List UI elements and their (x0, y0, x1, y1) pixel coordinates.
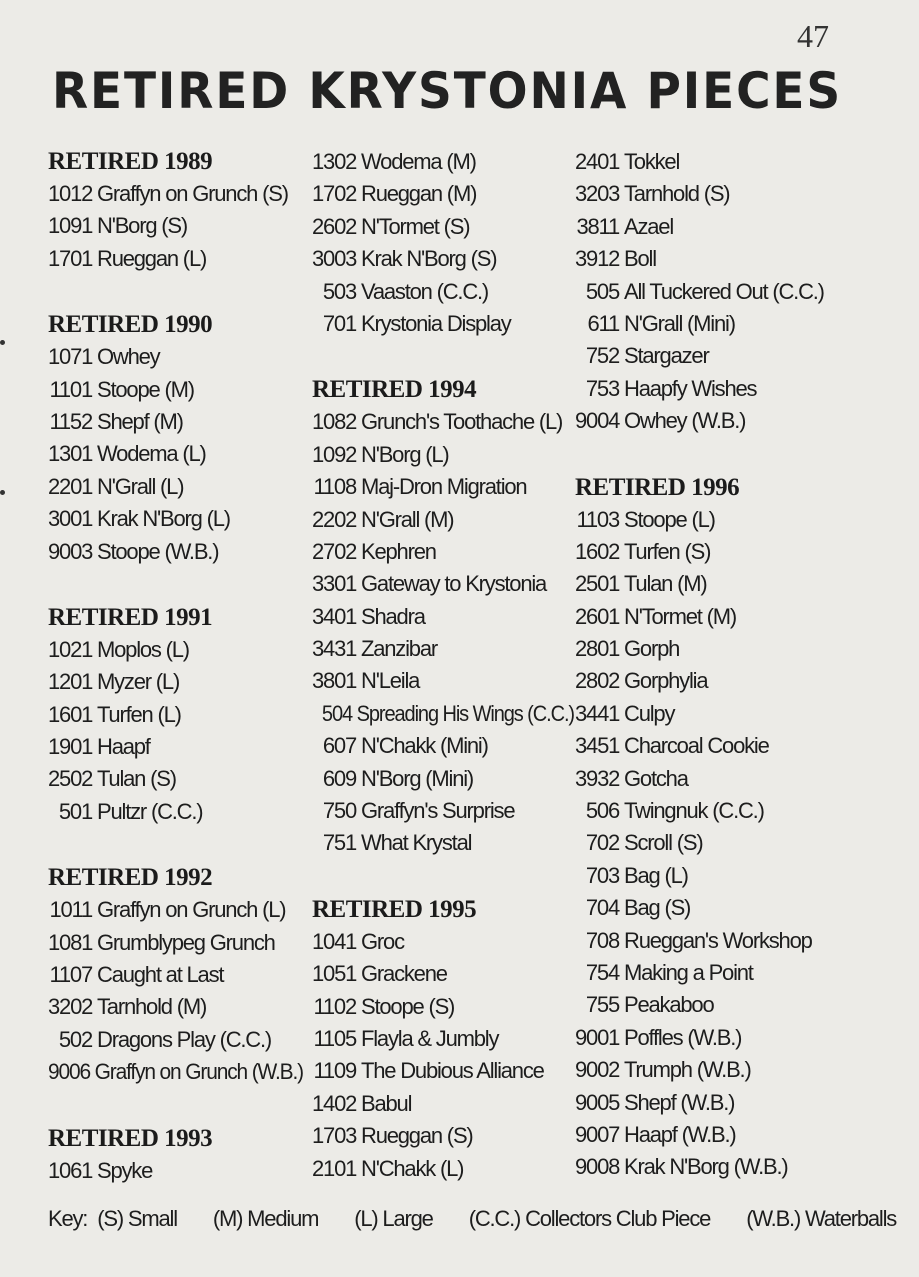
item-number: 1081 (48, 929, 93, 955)
item-number: 1082 (312, 409, 357, 435)
item-name: Trumph (W.B.) (624, 1057, 751, 1083)
item-name: Haapfy Wishes (624, 375, 757, 401)
list-item (48, 374, 303, 406)
item-number: 754 (585, 959, 619, 985)
section (48, 146, 303, 275)
item-number: 9005 (575, 1089, 620, 1115)
item-name: Culpy (624, 700, 675, 726)
item-name: Grumblypeg Grunch (97, 929, 275, 955)
margin-mark (0, 490, 5, 495)
section-heading: RETIRED 1990 (48, 311, 213, 339)
item-name: Grackene (361, 961, 447, 987)
list-item (48, 503, 303, 535)
list-item (48, 927, 303, 959)
item-name: Bag (L) (624, 862, 688, 888)
list-item (312, 178, 574, 210)
list-item (48, 763, 303, 795)
item-number: 2802 (575, 668, 620, 694)
item-name: Krak N'Borg (S) (361, 246, 497, 272)
list-item (575, 1054, 875, 1086)
list-item (312, 1120, 574, 1152)
item-number: 1012 (48, 181, 93, 206)
item-number: 1021 (48, 636, 93, 662)
key-item-small: (S) Small (97, 1206, 177, 1231)
item-number: 1103 (576, 506, 619, 532)
item-number: 1901 (48, 734, 93, 760)
item-number: 9007 (575, 1121, 620, 1147)
key-label: Key: (48, 1206, 88, 1231)
list-item (48, 731, 303, 763)
item-number: 505 (585, 278, 619, 304)
item-number: 1051 (312, 961, 357, 987)
section (312, 146, 574, 340)
list-item (575, 536, 875, 568)
item-number: 3431 (312, 636, 357, 662)
item-name: Haapf (97, 734, 150, 760)
item-name: N'Chakk (L) (361, 1155, 464, 1181)
item-number: 3912 (575, 246, 620, 272)
list-item (312, 276, 574, 308)
item-name: Spreading His Wings (C.C.) (356, 700, 574, 726)
item-number: 2501 (575, 571, 620, 597)
item-name: N'Borg (S) (97, 213, 187, 239)
section (312, 374, 574, 859)
item-name: N'Grall (M) (361, 506, 454, 532)
list-item (575, 601, 875, 633)
list-item (312, 730, 574, 762)
item-number: 3801 (312, 668, 357, 694)
item-name: All Tuckered Out (C.C.) (624, 278, 824, 304)
list-item (312, 633, 574, 665)
item-name: Owhey (97, 344, 160, 370)
item-number: 702 (585, 830, 619, 856)
item-number: 753 (585, 375, 619, 401)
section-heading: RETIRED 1992 (48, 864, 213, 892)
section-heading: RETIRED 1994 (312, 376, 477, 404)
item-number: 611 (587, 310, 619, 336)
item-name: Charcoal Cookie (624, 733, 769, 759)
list-item (575, 1022, 875, 1054)
section-heading: RETIRED 1995 (312, 895, 477, 923)
item-name: Tarnhold (S) (624, 181, 730, 207)
item-name: Caught at Last (97, 962, 224, 988)
item-name: Turfen (S) (624, 538, 711, 564)
item-number: 1061 (48, 1157, 93, 1183)
item-number: 1011 (49, 897, 92, 923)
list-item (575, 373, 875, 405)
key-legend (48, 1202, 897, 1236)
list-item (48, 959, 303, 991)
item-name: Poffles (W.B.) (624, 1024, 742, 1050)
item-name: N'Grall (Mini) (624, 310, 735, 336)
item-name: Shepf (W.B.) (624, 1089, 735, 1115)
list-item (312, 243, 574, 275)
item-name: Myzer (L) (97, 669, 180, 695)
item-name: Moplos (L) (97, 636, 189, 662)
item-number: 3301 (312, 571, 357, 597)
item-number: 750 (322, 798, 356, 824)
list-item (575, 827, 875, 859)
list-item (575, 504, 875, 536)
item-number: 1701 (48, 245, 93, 271)
page-number: 47 (797, 18, 829, 54)
list-item (312, 471, 574, 503)
item-number: 703 (585, 862, 619, 888)
item-name: Stoope (M) (97, 376, 194, 402)
item-name: Vaaston (C.C.) (361, 278, 489, 304)
item-name: N'Borg (L) (361, 441, 449, 467)
section (48, 1123, 303, 1187)
list-item (48, 341, 303, 373)
item-number: 3451 (575, 733, 620, 759)
list-item (312, 926, 574, 958)
item-name: Scroll (S) (624, 830, 703, 856)
item-name: Gateway to Krystonia (361, 571, 547, 597)
item-name: Tulan (M) (624, 571, 707, 597)
list-item (48, 796, 303, 828)
item-name: Wodema (L) (97, 441, 206, 467)
item-number: 3401 (312, 603, 357, 629)
item-name: Krystonia Display (361, 310, 511, 336)
list-item (312, 601, 574, 633)
item-name: N'Grall (L) (97, 473, 184, 499)
item-number: 2201 (48, 473, 93, 499)
item-number: 751 (322, 830, 356, 856)
list-item (48, 243, 303, 275)
item-name: Rueggan (L) (97, 245, 207, 271)
item-number: 1071 (48, 344, 93, 370)
list-item (575, 860, 875, 892)
item-name: N'Leila (361, 668, 420, 694)
item-name: Gorphylia (624, 668, 708, 694)
key-item-collectors-club: (C.C.) Collectors Club Piece (468, 1206, 711, 1231)
item-name: What Krystal (361, 830, 472, 856)
list-item (48, 666, 303, 698)
item-number: 3932 (575, 765, 620, 791)
list-item (575, 633, 875, 665)
column-2 (312, 146, 574, 1219)
section-heading: RETIRED 1991 (48, 603, 213, 631)
item-number: 1091 (48, 213, 93, 239)
item-name: Owhey (W.B.) (624, 408, 746, 434)
key-item-waterballs: (W.B.) Waterballs (746, 1206, 897, 1231)
item-number: 1602 (575, 538, 620, 564)
item-number: 607 (322, 733, 356, 759)
list-item (48, 1155, 303, 1187)
item-number: 9001 (575, 1024, 620, 1050)
item-name: N'Borg (Mini) (361, 765, 474, 791)
item-number: 9006 (48, 1059, 91, 1085)
item-name: Graffyn on Grunch (S) (97, 181, 288, 206)
item-name: Graffyn's Surprise (361, 798, 515, 824)
item-number: 503 (322, 278, 356, 304)
item-number: 9003 (48, 538, 93, 564)
item-name: Haapf (W.B.) (624, 1121, 736, 1147)
item-name: Krak N'Borg (L) (97, 506, 230, 532)
list-item (312, 146, 574, 178)
list-item (575, 698, 875, 730)
item-name: Stoope (L) (624, 506, 715, 532)
list-item (48, 438, 303, 470)
list-item (312, 406, 574, 438)
list-item (575, 795, 875, 827)
item-number: 1092 (312, 441, 357, 467)
key-item-large: (L) Large (354, 1206, 433, 1231)
item-number: 2202 (312, 506, 357, 532)
item-name: N'Tormet (M) (624, 603, 737, 629)
list-item (312, 1023, 574, 1055)
item-name: Gorph (624, 636, 680, 662)
item-number: 1601 (48, 701, 93, 727)
list-item (312, 763, 574, 795)
item-number: 504 (321, 700, 353, 726)
item-name: Tulan (S) (97, 766, 176, 792)
list-item (575, 892, 875, 924)
item-number: 2601 (575, 603, 620, 629)
item-name: Making a Point (624, 959, 753, 985)
item-name: Azael (624, 213, 674, 239)
item-number: 1201 (48, 669, 93, 695)
list-item (312, 504, 574, 536)
list-item (48, 536, 303, 568)
list-item (575, 178, 875, 210)
item-number: 708 (585, 927, 619, 953)
item-number: 3202 (48, 994, 93, 1020)
item-name: Kephren (361, 538, 436, 564)
list-item (48, 894, 303, 926)
list-item (312, 795, 574, 827)
item-name: Rueggan (M) (361, 181, 477, 207)
item-number: 502 (58, 1026, 92, 1052)
item-number: 3003 (312, 246, 357, 272)
item-name: Gotcha (624, 765, 688, 791)
item-name: Stoope (W.B.) (97, 538, 219, 564)
item-number: 1302 (312, 149, 357, 174)
list-item (575, 925, 875, 957)
list-item (312, 665, 574, 697)
page-title: RETIRED KRYSTONIA PIECES (52, 62, 843, 120)
list-item (575, 276, 875, 308)
list-item (312, 1055, 574, 1087)
item-name: Rueggan's Workshop (624, 927, 812, 953)
item-number: 1402 (312, 1090, 357, 1116)
item-name: Spyke (97, 1157, 153, 1183)
list-item (48, 991, 303, 1023)
item-number: 9002 (575, 1057, 620, 1083)
section (575, 146, 875, 438)
item-name: Krak N'Borg (W.B.) (624, 1154, 788, 1180)
list-item (48, 406, 303, 438)
list-item (48, 699, 303, 731)
item-number: 506 (585, 798, 619, 824)
list-item (575, 146, 875, 178)
item-number: 501 (58, 798, 92, 824)
item-number: 2702 (312, 538, 357, 564)
list-item (48, 1056, 303, 1088)
list-item (312, 568, 574, 600)
item-number: 755 (585, 992, 619, 1018)
item-name: Grunch's Toothache (L) (361, 409, 563, 435)
item-number: 1108 (313, 474, 356, 500)
list-item (575, 308, 875, 340)
item-number: 1152 (49, 408, 92, 434)
item-number: 609 (322, 765, 356, 791)
list-item (312, 1153, 574, 1185)
list-item (312, 211, 574, 243)
item-number: 1107 (49, 962, 92, 988)
item-number: 752 (585, 343, 619, 369)
item-name: Babul (361, 1090, 412, 1116)
list-item (48, 634, 303, 666)
list-item (312, 698, 574, 730)
list-item (575, 1119, 875, 1151)
list-item (312, 827, 574, 859)
item-name: Dragons Play (C.C.) (97, 1026, 272, 1052)
item-name: Tokkel (624, 149, 680, 174)
item-name: Stoope (S) (361, 993, 455, 1019)
item-name: Wodema (M) (361, 149, 476, 174)
item-number: 2401 (575, 149, 620, 174)
item-number: 2101 (312, 1155, 357, 1181)
list-item (575, 568, 875, 600)
list-item (575, 989, 875, 1021)
list-item (575, 1151, 875, 1183)
list-item (48, 210, 303, 242)
item-number: 2801 (575, 636, 620, 662)
section-heading: RETIRED 1993 (48, 1124, 213, 1152)
list-item (575, 243, 875, 275)
item-number: 3001 (48, 506, 93, 532)
list-item (312, 536, 574, 568)
item-name: Rueggan (S) (361, 1123, 473, 1149)
item-number: 1301 (48, 441, 93, 467)
list-item (48, 178, 303, 210)
list-item (575, 211, 875, 243)
item-name: N'Tormet (S) (361, 213, 470, 239)
item-name: Graffyn on Grunch (L) (97, 897, 286, 923)
key-item-medium: (M) Medium (212, 1206, 319, 1231)
column-3 (575, 146, 875, 1218)
item-number: 704 (585, 895, 619, 921)
item-number: 1041 (312, 928, 357, 954)
item-name: Boll (624, 246, 656, 272)
item-number: 1105 (313, 1025, 356, 1051)
item-name: Flayla & Jumbly (361, 1025, 499, 1051)
item-number: 3811 (576, 213, 619, 239)
list-item (575, 340, 875, 372)
item-number: 1101 (49, 376, 92, 402)
item-name: Graffyn on Grunch (W.B.) (94, 1059, 303, 1085)
list-item (312, 991, 574, 1023)
item-name: Tarnhold (M) (97, 994, 207, 1020)
item-name: The Dubious Alliance (361, 1058, 544, 1084)
column-1 (48, 146, 303, 1221)
list-item (312, 308, 574, 340)
item-number: 3203 (575, 181, 620, 207)
item-name: Stargazer (624, 343, 709, 369)
item-number: 1702 (312, 181, 357, 207)
item-name: Shepf (M) (97, 408, 183, 434)
item-number: 1102 (313, 993, 356, 1019)
item-name: Bag (S) (624, 895, 691, 921)
item-number: 2602 (312, 213, 357, 239)
section-heading: RETIRED 1989 (48, 148, 213, 175)
section (48, 602, 303, 828)
item-number: 1109 (313, 1058, 356, 1084)
list-item (575, 1087, 875, 1119)
list-item (48, 471, 303, 503)
list-item (312, 1088, 574, 1120)
item-name: N'Chakk (Mini) (361, 733, 488, 759)
item-number: 9008 (575, 1154, 620, 1180)
section (312, 894, 574, 1185)
list-item (312, 958, 574, 990)
list-item (48, 1024, 303, 1056)
item-name: Groc (361, 928, 404, 954)
list-item (575, 957, 875, 989)
list-item (575, 763, 875, 795)
list-item (575, 405, 875, 437)
item-name: Shadra (361, 603, 425, 629)
item-name: Twingnuk (C.C.) (624, 798, 764, 824)
item-number: 3441 (575, 700, 620, 726)
section-heading: RETIRED 1996 (575, 473, 740, 501)
item-name: Peakaboo (624, 992, 714, 1018)
section (48, 309, 303, 568)
list-item (312, 439, 574, 471)
section (575, 472, 875, 1184)
item-name: Turfen (L) (97, 701, 181, 727)
margin-mark (0, 340, 5, 345)
list-item (575, 730, 875, 762)
item-name: Pultzr (C.C.) (97, 798, 203, 824)
item-name: Maj-Dron Migration (361, 474, 527, 500)
item-name: Zanzibar (361, 636, 437, 662)
item-number: 701 (322, 310, 356, 336)
section (48, 862, 303, 1088)
item-number: 9004 (575, 408, 620, 434)
item-number: 2502 (48, 766, 93, 792)
list-item (575, 665, 875, 697)
item-number: 1703 (312, 1123, 357, 1149)
